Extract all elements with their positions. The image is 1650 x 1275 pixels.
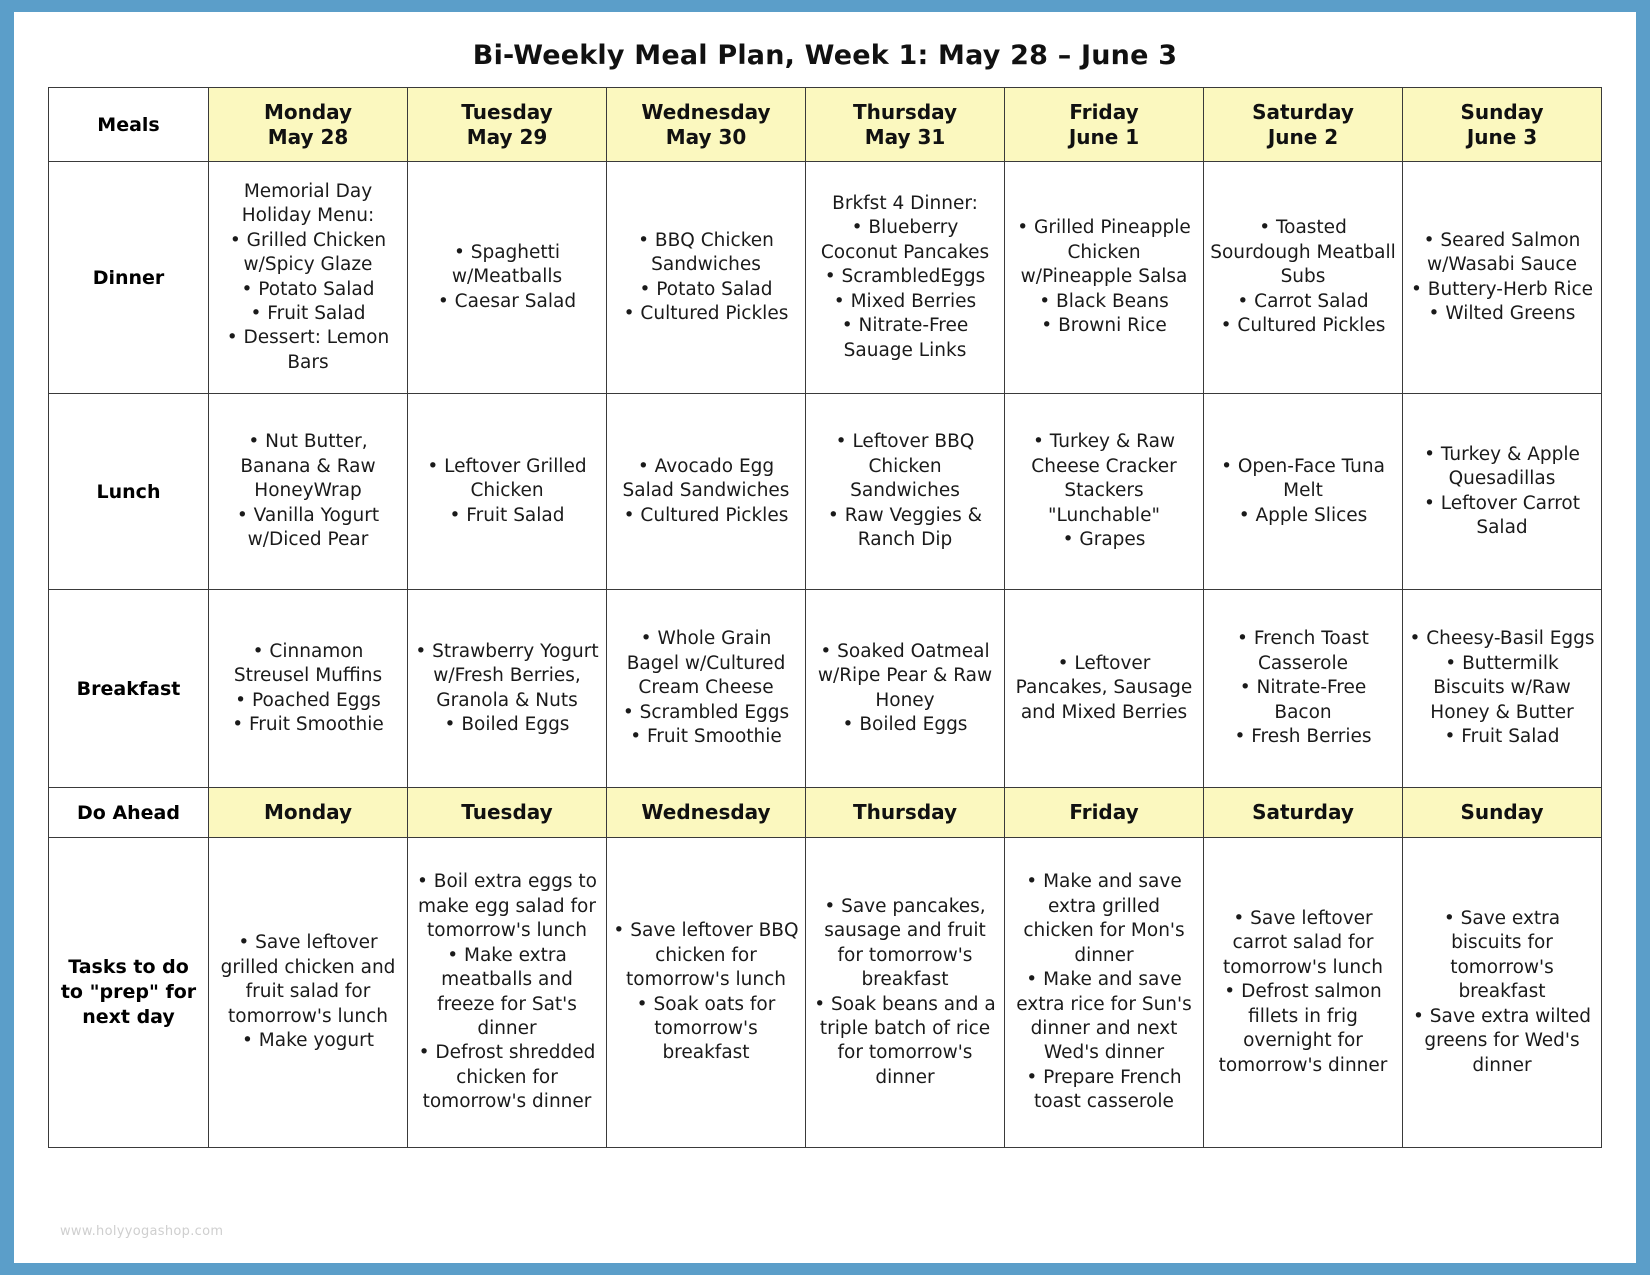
meal-cell	[1204, 394, 1403, 590]
cell-item: • Defrost salmon fillets in frig overnight for tomorrow's dinner	[1218, 981, 1388, 1076]
cell-item-list	[812, 640, 998, 738]
cell-item: • Potato Salad	[639, 278, 773, 300]
meal-cell	[1403, 590, 1602, 788]
cell-item: • Whole Grain Bagel w/Cultured Cream Cheese	[626, 628, 786, 699]
cell-item: • Grilled Chicken w/Spicy Glaze	[229, 229, 387, 276]
cell-item: • Poached Eggs	[235, 689, 381, 711]
cell-lead-text: Brkfst 4 Dinner:	[832, 193, 978, 215]
day-header-sunday	[1403, 88, 1602, 162]
table-row-breakfast	[49, 590, 1602, 788]
cell-item: • Vanilla Yogurt w/Diced Pear	[236, 504, 380, 551]
meal-cell	[408, 590, 607, 788]
cell-item: • Prepare French toast casserole	[1026, 1066, 1182, 1113]
cell-item: • Cheesy-Basil Eggs	[1409, 628, 1595, 650]
meal-cell	[1204, 162, 1403, 394]
page-title: Bi-Weekly Meal Plan, Week 1: May 28 – June 3	[472, 40, 1178, 71]
cell-item: • Grilled Pineapple Chicken w/Pineapple Salsa	[1017, 217, 1191, 288]
cell-item: • Make and save extra grilled chicken for Mon's dinner	[1023, 871, 1185, 966]
cell-item: • Black Beans	[1039, 290, 1169, 312]
cell-item: • Turkey & Apple Quesadillas	[1424, 443, 1580, 490]
table-row-tasks	[49, 838, 1602, 1148]
cell-item: • Avocado Egg Salad Sandwiches	[622, 455, 790, 502]
meal-plan-page	[14, 12, 1636, 1263]
meal-cell	[607, 590, 806, 788]
cell-item: • Make and save extra rice for Sun's dinner and next Wed's dinner	[1016, 969, 1192, 1064]
meal-cell	[209, 590, 408, 788]
cell-item: • French Toast Casserole	[1237, 628, 1369, 674]
meal-cell	[1005, 590, 1204, 788]
meal-plan-table-wrap	[14, 87, 1636, 1148]
cell-item: • Mixed Berries	[833, 290, 977, 312]
do-ahead-day-monday: Monday	[209, 788, 408, 838]
cell-item: • Carrot Salad	[1237, 290, 1369, 312]
cell-item: • Seared Salmon w/Wasabi Sauce	[1423, 229, 1581, 276]
day-name: Tuesday	[461, 99, 553, 124]
cell-item-list	[1011, 870, 1197, 1114]
meal-cell	[1204, 590, 1403, 788]
cell-item-list	[812, 895, 998, 1090]
cell-item: • Leftover BBQ Chicken Sandwiches	[835, 431, 975, 502]
day-header-friday	[1005, 88, 1204, 162]
cell-item: • Cultured Pickles	[1220, 315, 1386, 337]
day-header-tuesday	[408, 88, 607, 162]
table-row-dinner	[49, 162, 1602, 394]
cell-item: • Browni Rice	[1041, 315, 1167, 337]
do-ahead-day-sunday: Sunday	[1403, 788, 1602, 838]
cell-item: • BBQ Chicken Sandwiches	[638, 229, 774, 276]
cell-item-list	[812, 216, 998, 362]
do-ahead-day-thursday: Thursday	[806, 788, 1005, 838]
row-label-do-ahead: Do Ahead	[49, 788, 209, 838]
corner-label: Meals	[49, 88, 209, 162]
task-cell	[806, 838, 1005, 1148]
meal-cell	[806, 162, 1005, 394]
cell-item-list	[1011, 216, 1197, 338]
cell-item: • Blueberry Coconut Pancakes	[820, 217, 990, 263]
cell-item-list	[1210, 907, 1396, 1078]
cell-item: • Nut Butter, Banana & Raw HoneyWrap	[240, 431, 376, 502]
cell-item: • Soaked Oatmeal w/Ripe Pear & Raw Honey	[817, 640, 993, 711]
cell-item: • Toasted Sourdough Meatball Subs	[1210, 217, 1396, 288]
cell-item: • Wilted Greens	[1428, 302, 1576, 324]
cell-item: • Fresh Berries	[1234, 726, 1372, 748]
cell-item-list	[215, 640, 401, 738]
cell-item: • Leftover Pancakes, Sausage and Mixed Berries	[1015, 652, 1193, 723]
watermark: www.holyyogashop.com	[60, 1224, 224, 1239]
cell-item-list	[613, 229, 799, 327]
cell-item-list	[613, 627, 799, 749]
cell-item: • Cultured Pickles	[623, 504, 789, 526]
cell-item: • Nitrate-Free Bacon	[1239, 677, 1367, 723]
cell-item-list	[1210, 455, 1396, 528]
cell-item: • Save leftover carrot salad for tomorrow's lunch	[1223, 908, 1383, 978]
row-label-breakfast: Breakfast	[49, 590, 209, 788]
cell-item: • Cultured Pickles	[623, 302, 789, 324]
meal-cell	[209, 162, 408, 394]
cell-item: • Boiled Eggs	[842, 713, 968, 735]
cell-lead-text: Memorial Day Holiday Menu:	[241, 180, 375, 227]
task-cell	[607, 838, 806, 1148]
cell-item: • Buttery-Herb Rice	[1410, 278, 1594, 300]
cell-item-list	[1011, 430, 1197, 552]
cell-item-list	[414, 870, 600, 1114]
cell-item: • Leftover Carrot Salad	[1423, 492, 1581, 538]
cell-item-list	[1409, 627, 1595, 749]
day-header-thursday	[806, 88, 1005, 162]
cell-item: • Save extra biscuits for tomorrow's breakfast	[1443, 908, 1561, 1003]
cell-item-list	[613, 455, 799, 528]
cell-item: • Scrambled Eggs	[622, 701, 790, 723]
day-date: May 28	[267, 124, 349, 149]
cell-item: • Cinnamon Streusel Muffins	[233, 640, 383, 687]
cell-item-list	[1409, 229, 1595, 327]
cell-item: • Raw Veggies & Ranch Dip	[827, 504, 983, 551]
cell-item: • Fruit Salad	[449, 504, 565, 526]
cell-item: • Fruit Salad	[250, 302, 366, 324]
cell-item-list	[1409, 907, 1595, 1078]
meal-cell	[806, 590, 1005, 788]
cell-item: • Save extra wilted greens for Wed's dinner	[1413, 1005, 1591, 1076]
cell-item: • ScrambledEggs	[824, 266, 986, 288]
day-date: June 3	[1466, 124, 1538, 149]
do-ahead-day-friday: Friday	[1005, 788, 1204, 838]
row-label-dinner: Dinner	[49, 162, 209, 394]
cell-item-list	[613, 919, 799, 1065]
meal-cell	[408, 394, 607, 590]
cell-item-list	[414, 455, 600, 528]
table-header-row	[49, 88, 1602, 162]
day-name: Saturday	[1252, 99, 1354, 124]
cell-item-list	[414, 241, 600, 314]
cell-item: • Open-Face Tuna Melt	[1221, 455, 1385, 502]
cell-item-list	[215, 430, 401, 552]
cell-item: • Strawberry Yogurt w/Fresh Berries, Granola & Nuts	[415, 640, 599, 711]
day-header-wednesday	[607, 88, 806, 162]
do-ahead-day-saturday: Saturday	[1204, 788, 1403, 838]
cell-item: • Soak oats for tomorrow's breakfast	[636, 993, 776, 1064]
day-name: Thursday	[852, 99, 958, 124]
cell-item-list	[414, 640, 600, 738]
day-name: Wednesday	[641, 99, 771, 124]
day-date: May 31	[864, 124, 946, 149]
cell-item: • Save leftover grilled chicken and fruit salad for tomorrow's lunch	[220, 932, 396, 1027]
day-date: May 29	[466, 124, 548, 149]
cell-item: • Caesar Salad	[437, 290, 577, 312]
meal-cell	[1005, 162, 1204, 394]
cell-item: • Soak beans and a triple batch of rice for tomorrow's dinner	[814, 993, 996, 1088]
cell-item-list	[812, 430, 998, 552]
meal-plan-table	[48, 87, 1602, 1148]
do-ahead-day-tuesday: Tuesday	[408, 788, 607, 838]
cell-item: • Save pancakes, sausage and fruit for tomorrow's breakfast	[824, 895, 986, 991]
cell-item: • Dessert: Lemon Bars	[226, 327, 390, 373]
task-cell	[408, 838, 607, 1148]
cell-item: • Fruit Smoothie	[232, 713, 384, 735]
meal-cell	[408, 162, 607, 394]
cell-item: • Boil extra eggs to make egg salad for tomorrow's lunch	[416, 871, 597, 942]
cell-item: • Fruit Smoothie	[630, 726, 782, 748]
meal-cell	[1403, 162, 1602, 394]
cell-item: • Grapes	[1062, 529, 1146, 551]
meal-cell	[1005, 394, 1204, 590]
day-name: Monday	[263, 99, 353, 124]
cell-item: • Boiled Eggs	[444, 713, 570, 735]
row-label-tasks: Tasks to do to "prep" for next day	[49, 838, 209, 1148]
task-cell	[1204, 838, 1403, 1148]
cell-item: • Potato Salad	[241, 278, 375, 300]
cell-item: • Buttermilk Biscuits w/Raw Honey & Butter	[1430, 652, 1574, 723]
cell-item-list	[1011, 652, 1197, 725]
day-date: June 2	[1267, 124, 1339, 149]
cell-item: • Fruit Salad	[1444, 726, 1560, 748]
cell-item: • Defrost shredded chicken for tomorrow's dinner	[418, 1042, 596, 1113]
cell-item-list	[215, 229, 401, 375]
day-date: May 30	[665, 124, 747, 149]
cell-item-list	[1409, 443, 1595, 541]
table-row-do-ahead-header	[49, 788, 1602, 838]
cell-item: • Turkey & Raw Cheese Cracker Stackers "Lunchable"	[1031, 431, 1177, 526]
cell-item: • Make yogurt	[241, 1030, 374, 1052]
cell-item-list	[1210, 627, 1396, 749]
day-header-saturday	[1204, 88, 1403, 162]
row-label-lunch: Lunch	[49, 394, 209, 590]
meal-cell	[607, 394, 806, 590]
cell-item-list	[215, 931, 401, 1053]
meal-cell	[209, 394, 408, 590]
task-cell	[209, 838, 408, 1148]
meal-cell	[1403, 394, 1602, 590]
cell-item: • Nitrate-Free Sauage Links	[841, 315, 969, 361]
cell-item: • Spaghetti w/Meatballs	[451, 241, 563, 288]
task-cell	[1403, 838, 1602, 1148]
cell-item: • Make extra meatballs and freeze for Sat's dinner	[437, 944, 577, 1039]
day-name: Friday	[1069, 99, 1139, 124]
cell-item: • Save leftover BBQ chicken for tomorrow's lunch	[613, 920, 799, 991]
meal-cell	[607, 162, 806, 394]
day-header-monday	[209, 88, 408, 162]
do-ahead-day-wednesday: Wednesday	[607, 788, 806, 838]
day-date: June 1	[1068, 124, 1140, 149]
cell-item: • Apple Slices	[1238, 504, 1368, 526]
cell-item-list	[1210, 216, 1396, 338]
table-row-lunch	[49, 394, 1602, 590]
day-name: Sunday	[1460, 99, 1544, 124]
task-cell	[1005, 838, 1204, 1148]
meal-cell	[806, 394, 1005, 590]
cell-item: • Leftover Grilled Chicken	[427, 455, 587, 502]
